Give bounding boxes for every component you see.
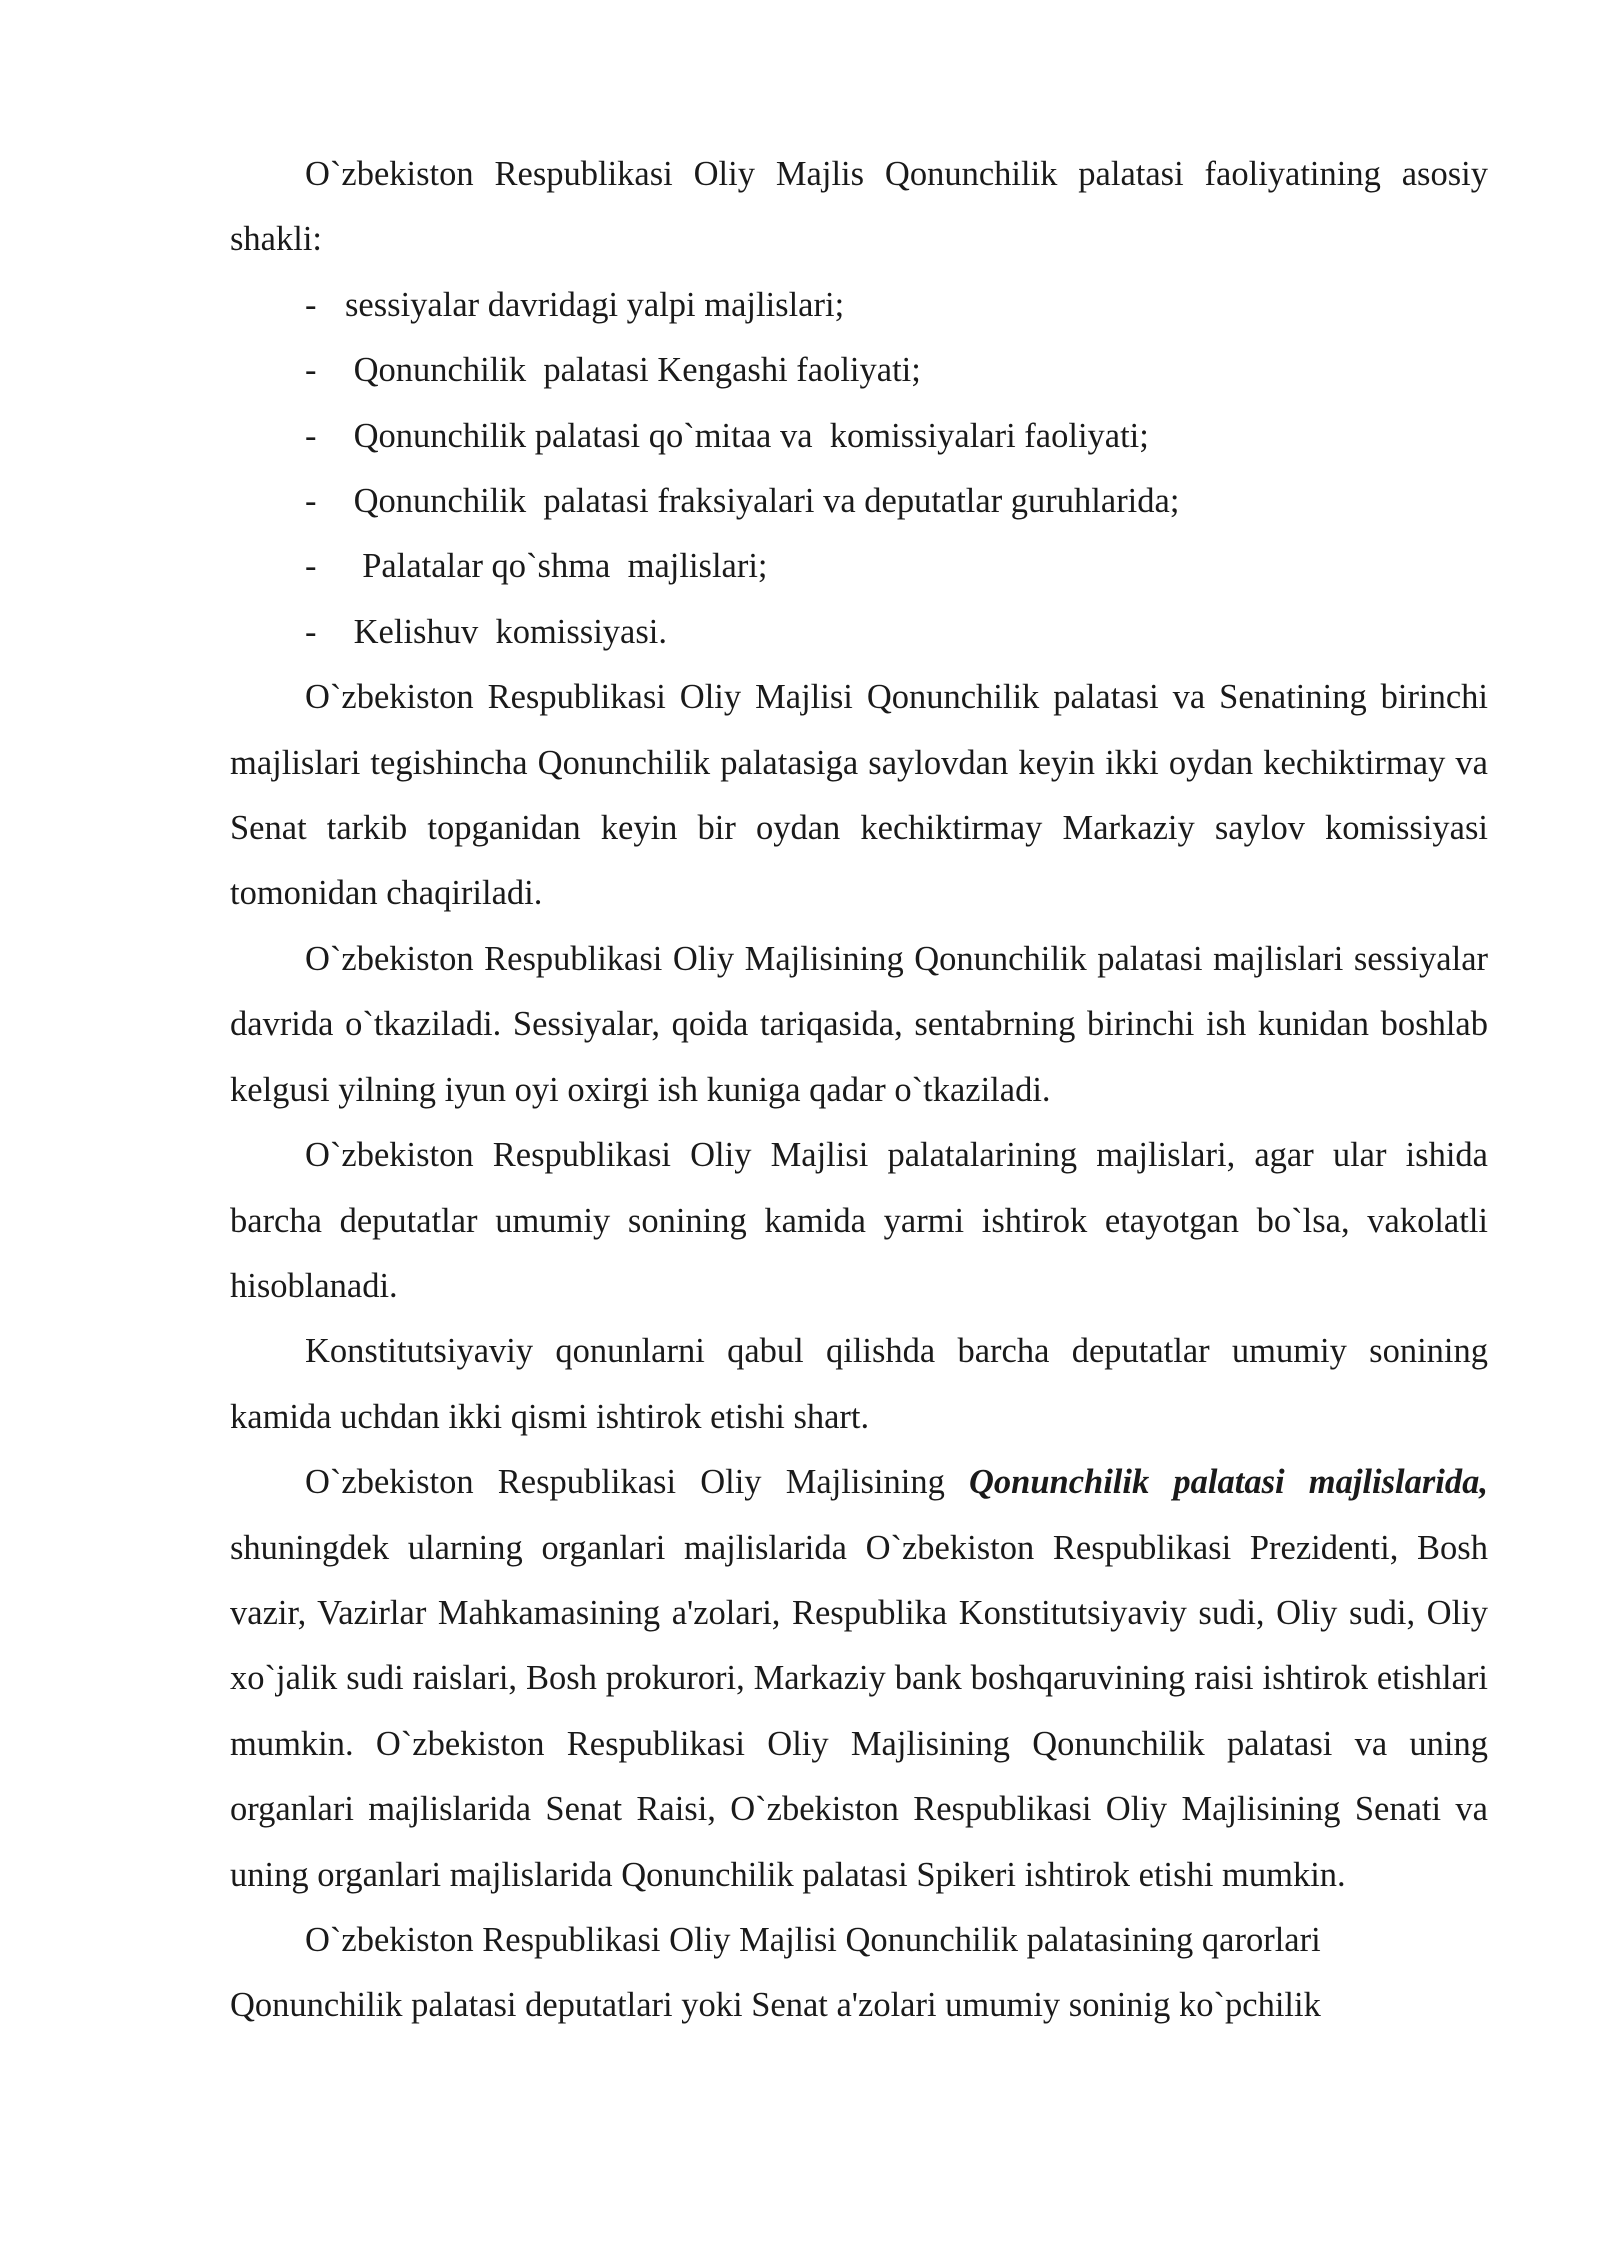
list-item [230,534,1488,599]
paragraph-constitutional-laws: Konstitutsiyaviy qonunlarni qabul qilishda barcha deputatlar umumiy sonining kamida uchdan ikki qismi ishtirok etishi shart. [230,1332,1488,1436]
paragraph-participants [230,1450,1488,1908]
emphasized-phrase: Qonunchilik palatasi majlislarida, [969,1463,1489,1502]
list-item-text: Qonunchilik palatasi Kengashi faoliyati; [345,351,921,390]
document-page [230,142,1488,2039]
list-item-text: Palatalar qo`shma majlislari; [345,547,768,586]
participants-text-start: O`zbekiston Respublikasi Oliy Majlisining [305,1463,969,1502]
list-dash: - [305,547,317,586]
list-item-text: sessiyalar davridagi yalpi majlislari; [345,285,845,324]
participants-text-rest: shuningdek ularning organlari majlislarida O`zbekiston Respublikasi Prezidenti, Bosh vazir, Vazirlar Mahkamasining a'zolari, Respublika Konstitutsiyaviy sudi, Oliy sudi, Oliy xo`jalik sudi raislari, Bosh prokurori, Markaziy bank boshqaruvining raisi ishtirok etishlari mumkin. O`zbekiston Respublikasi Oliy Majlisining Qonunchilik palatasi va uning organlari majlislarida Senat Raisi, O`zbekiston Respublikasi Oliy Majlisining Senati va uning organlari majlislarida Qonunchilik palatasi Spikeri ishtirok etishi mumkin. [230,1528,1488,1894]
list-dash: - [305,285,317,324]
list-dash: - [305,482,317,521]
list-item-text: Qonunchilik palatasi fraksiyalari va deputatlar guruhlarida; [345,482,1180,521]
activity-forms-list [230,273,1488,665]
paragraph-decisions: O`zbekiston Respublikasi Oliy Majlisi Qonunchilik palatasining qarorlari Qonunchilik palatasi deputatlari yoki Senat a'zolari umumiy soninig ko`pchilik [230,1920,1321,2025]
list-item [230,404,1488,469]
intro-paragraph: O`zbekiston Respublikasi Oliy Majlis Qonunchilik palatasi faoliyatining asosiy shakli: [230,155,1488,259]
list-item [230,338,1488,403]
list-item [230,273,1488,338]
list-dash: - [305,612,317,651]
list-dash: - [305,416,317,455]
paragraph-first-sessions: O`zbekiston Respublikasi Oliy Majlisi Qonunchilik palatasi va Senatining birinchi majlislari tegishincha Qonunchilik palatasiga saylovdan keyin ikki oydan kechiktirmay va Senat tarkib topganidan keyin bir oydan kechiktirmay Markaziy saylov komissiyasi tomonidan chaqiriladi. [230,678,1488,913]
list-item-text: Qonunchilik palatasi qo`mitaa va komissiyalari faoliyati; [345,416,1149,455]
paragraph-sessions-period: O`zbekiston Respublikasi Oliy Majlisining Qonunchilik palatasi majlislari sessiyalar davrida o`tkaziladi. Sessiyalar, qoida tariqasida, sentabrning birinchi ish kunidan boshlab kelgusi yilning iyun oyi oxirgi ish kuniga qadar o`tkaziladi. [230,939,1488,1109]
paragraph-quorum: O`zbekiston Respublikasi Oliy Majlisi palatalarining majlislari, agar ular ishida barcha deputatlar umumiy sonining kamida yarmi ishtirok etayotgan bo`lsa, vakolatli hisoblanadi. [230,1136,1488,1305]
list-dash: - [305,351,317,390]
list-item [230,469,1488,534]
list-item-text: Kelishuv komissiyasi. [345,612,668,651]
list-item [230,600,1488,665]
